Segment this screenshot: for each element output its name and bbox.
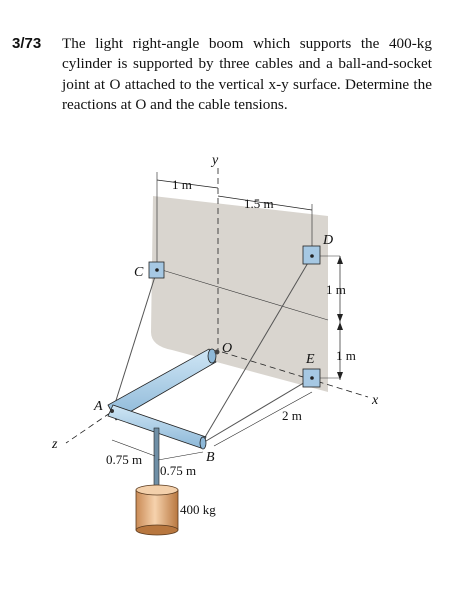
point-a-label: A [94,399,103,414]
cylinder-mass [136,485,178,535]
dim-1m-right-lower-label: 1 m [336,348,356,363]
x-axis-label: x [372,393,379,408]
dim-0-75m-b-label: 0.75 m [160,463,197,478]
dim-arrow-lower [337,372,343,380]
dim-1m-top-label: 1 m [172,177,192,192]
point-b-label: B [206,450,215,465]
z-axis-label: z [52,437,58,452]
wall-surface [151,196,328,392]
problem-number: 3/73 [12,35,42,52]
hanging-rod [154,428,159,490]
ball-socket-o [215,350,220,355]
dim-1m-right-upper-label: 1 m [326,282,346,297]
dim-2m-label: 2 m [282,408,302,423]
boom-end-b [200,437,206,449]
dim-arrow-upper [337,256,343,264]
point-e-label: E [306,352,315,367]
dim-0-75m-a-label: 0.75 m [106,452,143,467]
dim-1-5m-label: 1.5 m [244,196,274,211]
bracket-e [303,369,320,387]
dim-arrow-mid2 [337,322,343,330]
mass-label: 400 kg [180,502,216,517]
z-axis-line [66,413,110,443]
point-o-label: O [222,341,233,356]
dim-0-75m-b-line [158,452,203,460]
y-axis-label: y [212,153,219,168]
point-d-label: D [323,233,334,248]
bracket-c [149,262,164,278]
joint-a [110,409,114,413]
problem-text: The light right-angle boom which supports the 400-kg cylinder is supported by three cables and a ball-and-socket joint at O attached to the vertical x-y surface. Determine the reactions at O and the cable tensions. [62,35,432,114]
dim-arrow-mid [337,314,343,322]
bracket-d [303,246,320,264]
point-c-label: C [134,265,144,280]
